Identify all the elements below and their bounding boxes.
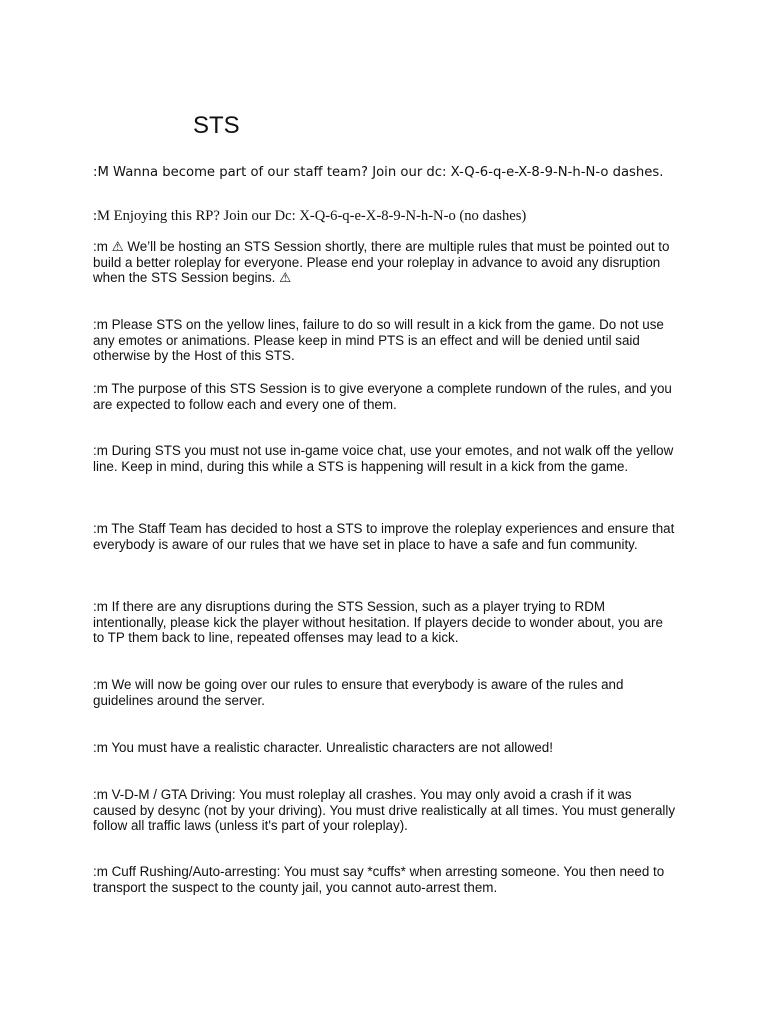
session-announcement-paragraph: :m ⚠ We’ll be hosting an STS Session shortly, there are multiple rules that must be pointed out to build a better roleplay for everyone. Please end your roleplay in advance to avoid any disruption when the STS Session begins. ⚠ bbox=[93, 239, 670, 286]
vdm-driving-rule: :m V-D-M / GTA Driving: You must roleplay all crashes. You may only avoid a crash if it was caused by desync (not by your driving). You must drive realistically at all times. You must generally follow all traffic laws (unless it's part of your roleplay). bbox=[93, 787, 676, 834]
cuff-rushing-rule: :m Cuff Rushing/Auto-arresting: You must say *cuffs* when arresting someone. You then need to transport the suspect to the county jail, you cannot auto-arrest them. bbox=[93, 864, 665, 895]
yellow-lines-paragraph: :m Please STS on the yellow lines, failure to do so will result in a kick from the game. Do not use any emotes or animations. Please keep in mind PTS is an effect and will be denied until said otherwise by the Host of this STS. bbox=[93, 317, 664, 364]
staff-recruit-paragraph: :M Wanna become part of our staff team? Join our dc: X-Q-6-q-e-X-8-9-N-h-N-o dashes. bbox=[93, 165, 664, 180]
document-title: STS bbox=[193, 112, 240, 139]
purpose-paragraph: :m The purpose of this STS Session is to give everyone a complete rundown of the rules, and you are expected to follow each and every one of them. bbox=[93, 381, 672, 412]
discord-invite-paragraph: :M Enjoying this RP? Join our Dc: X-Q-6-q-e-X-8-9-N-h-N-o (no dashes) bbox=[93, 208, 527, 224]
realistic-character-rule: :m You must have a realistic character. Unrealistic characters are not allowed! bbox=[93, 740, 553, 755]
rules-overview-paragraph: :m We will now be going over our rules to ensure that everybody is aware of the rules and guidelines around the server. bbox=[93, 677, 624, 708]
voice-chat-paragraph: :m During STS you must not use in-game voice chat, use your emotes, and not walk off the yellow line. Keep in mind, during this while a STS is happening will result in a kick from the game. bbox=[93, 443, 674, 474]
disruptions-paragraph: :m If there are any disruptions during the STS Session, such as a player trying to RDM intentionally, please kick the player without hesitation. If players decide to wonder about, you are to TP them back to line, repeated offenses may lead to a kick. bbox=[93, 599, 663, 646]
staff-team-paragraph: :m The Staff Team has decided to host a STS to improve the roleplay experiences and ensure that everybody is aware of our rules that we have set in place to have a safe and fun community. bbox=[93, 521, 675, 552]
